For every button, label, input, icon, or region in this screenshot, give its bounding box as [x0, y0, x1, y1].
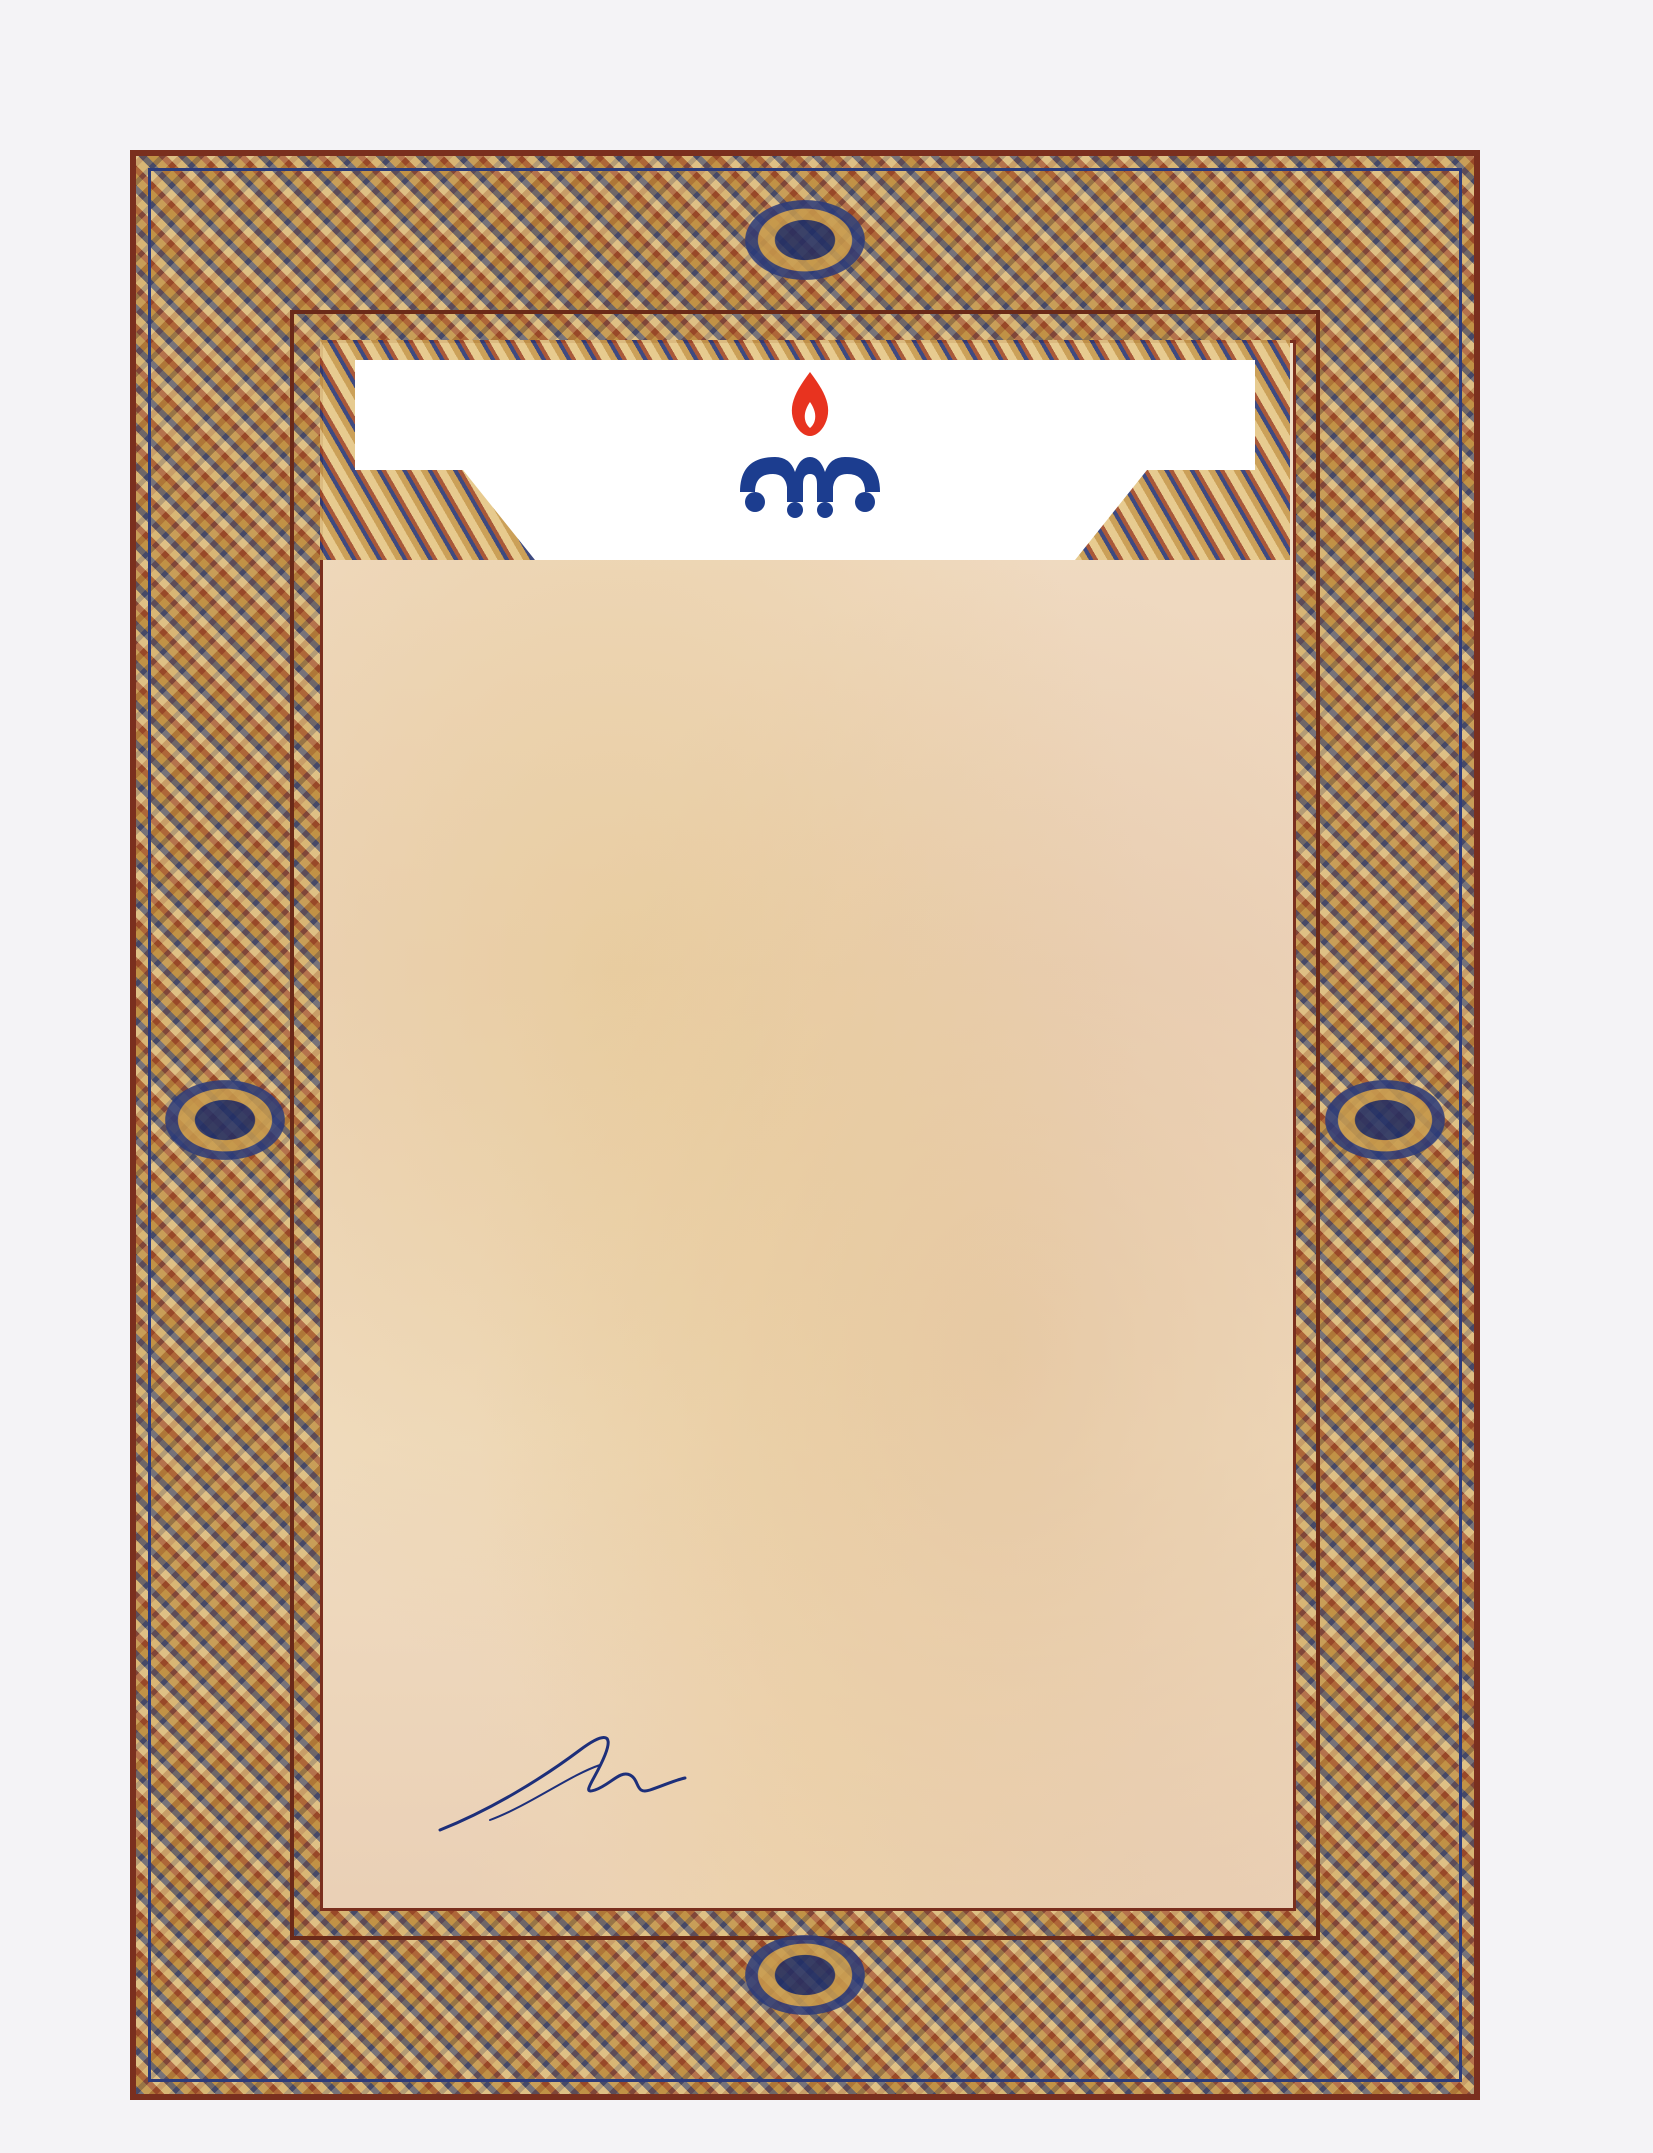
bottom-flame-border	[120, 2128, 1540, 2153]
flame-logo-icon	[715, 362, 905, 562]
signature-stroke	[430, 1580, 690, 1840]
left-flame-border	[38, 170, 133, 2120]
right-flame-border	[1520, 170, 1615, 2120]
top-flame-border	[140, 55, 1520, 150]
frame-medallion	[745, 1935, 865, 2015]
frame-medallion	[745, 200, 865, 280]
frame-medallion	[1325, 1080, 1445, 1160]
frame-medallion	[165, 1080, 285, 1160]
